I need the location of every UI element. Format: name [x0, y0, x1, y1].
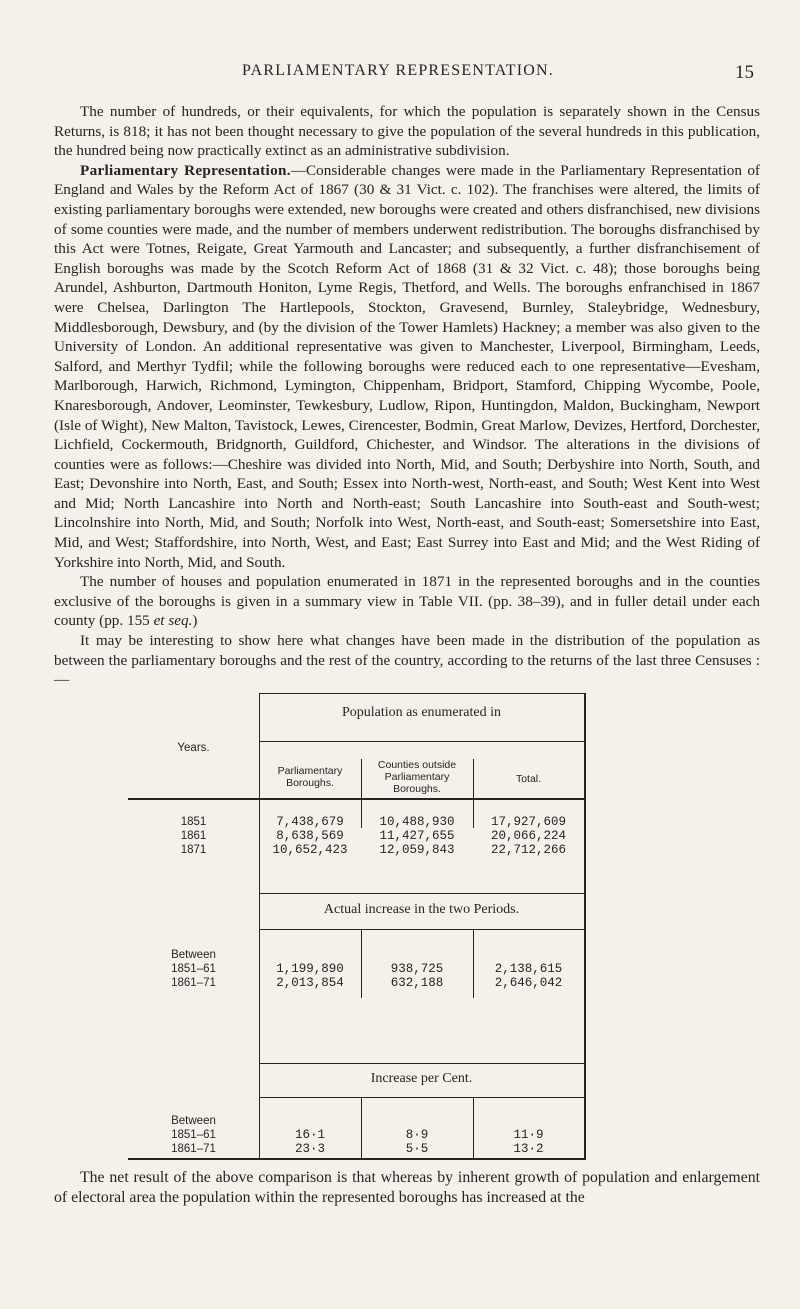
- counties-cell: [361, 1128, 473, 1156]
- paragraph-distribution: It may be interesting to show here what changes have been made in the distribution of the population as between the parliamentary boroughs and the rest of the country, according to the returns of the last three Censuses :—: [54, 632, 760, 689]
- col-header-total: Total.: [515, 773, 542, 785]
- year-1871: 1871: [180, 844, 207, 856]
- value: 632,188: [390, 976, 444, 990]
- col-header-boroughs: Parliamentary Boroughs.: [277, 765, 343, 789]
- row-rule: [259, 741, 584, 742]
- value: 20,066,224: [490, 829, 566, 843]
- counties-cell: [361, 962, 473, 990]
- year-cell: [128, 948, 259, 990]
- page-number: 15: [735, 62, 754, 83]
- period: 1861–71: [171, 977, 216, 989]
- paragraph-net-result: The net result of the above comparison is that whereas by inherent growth of population and enlargement of electoral area the population within the represented boroughs has increased at the: [54, 1169, 760, 1206]
- year-1851: 1851: [180, 816, 207, 828]
- value: 2,013,854: [276, 976, 344, 990]
- section-heading: Parliamentary Representation.: [80, 161, 291, 179]
- between-label: Between: [171, 949, 216, 961]
- section-title-increase-per-cent: Increase per Cent.: [370, 1071, 473, 1086]
- page-header: [0, 62, 800, 92]
- counties-cell: [361, 815, 473, 857]
- row-rule: [259, 893, 584, 894]
- value: 7,438,679: [276, 815, 344, 829]
- total-cell: [473, 1128, 584, 1156]
- between-label: Between: [171, 1115, 216, 1127]
- row-rule: [259, 929, 584, 930]
- row-rule: [259, 1097, 584, 1098]
- value: 12,059,843: [379, 843, 455, 857]
- value: 11,427,655: [379, 829, 455, 843]
- value: 10,652,423: [272, 843, 348, 857]
- paragraph-hundreds: The number of hundreds, or their equivalents, for which the population is separately shown in the Census Returns, is 818; it has not been thought necessary to give the population of the several hundreds in this publication, the hundred being now practically extinct as an administrative subdivision.: [54, 103, 760, 160]
- value: 1,199,890: [276, 962, 344, 976]
- group-header: Population as enumerated in: [341, 705, 502, 720]
- value: 938,725: [390, 962, 444, 976]
- col-rule: [259, 693, 260, 1158]
- year-1861: 1861: [180, 830, 207, 842]
- total-cell: [473, 815, 584, 857]
- value: 2,138,615: [494, 962, 563, 976]
- period: 1851–61: [171, 1129, 216, 1141]
- paragraph-text: ): [192, 612, 198, 630]
- value: 22,712,266: [490, 843, 566, 857]
- boroughs-cell: [259, 1128, 361, 1156]
- population-table: [128, 693, 586, 1160]
- col-header-counties: Counties outside Parliamentary Boroughs.: [377, 759, 457, 795]
- value: 2,646,042: [494, 976, 563, 990]
- value: 17,927,609: [490, 815, 566, 829]
- italic-reference: et seq.: [153, 612, 193, 630]
- value: 16·1: [294, 1128, 325, 1142]
- running-head: PARLIAMENTARY REPRESENTATION.: [242, 62, 554, 79]
- value: 8·9: [405, 1128, 429, 1142]
- value: 5·5: [405, 1142, 429, 1156]
- boroughs-cell: [259, 962, 361, 990]
- period: 1861–71: [171, 1143, 216, 1155]
- value: 8,638,569: [276, 829, 344, 843]
- body-text: [54, 102, 760, 690]
- total-cell: [473, 962, 584, 990]
- value: 10,488,930: [379, 815, 455, 829]
- value: 23·3: [294, 1142, 325, 1156]
- year-cell: [128, 1114, 259, 1156]
- section-title-actual-increase: Actual increase in the two Periods.: [323, 902, 520, 917]
- period: 1851–61: [171, 963, 216, 975]
- paragraph-parliamentary-representation: [54, 161, 760, 572]
- paragraph-text: —Considerable changes were made in the Parliamentary Representation of England and Wales by the Reform Act of 1867 (30 & 31 Vict. c. 102). The franchises were altered, the limits of existing parliamentary boroughs were extended, new boroughs were created and others disfranchised, new divisions of some counties were made, and the number of members underwent redistribution. The boroughs disfranchised by this Act were Totnes, Reigate, Great Yarmouth and Lancaster; and subsequently, a further disfranchisement of English boroughs was made by the Scotch Reform Act of 1868 (31 & 32 Vict. c. 48); those boroughs being Arundel, Ashburton, Dartmouth Honiton, Lyme Regis, Thetford, and Wells. The boroughs enfranchised in 1867 were Chelsea, Darlington The Hartlepools, Stockton, Gravesend, Burnley, Staleybridge, Wednesbury, Middlesborough, Dewsbury, and (by the division of the Tower Hamlets) Hackney; a member was also given to the University of London. An additional representative was given to Manchester, Liverpool, Birmingham, Leeds, Salford, and Merthyr Tydfil; while the following boroughs were reduced each to one representative—Evesham, Marlborough, Harwich, Richmond, Lymington, Chippenham, Bridport, Stamford, Chipping Wycombe, Poole, Knaresborough, Andover, Leominster, Tewkesbury, Ludlow, Ripon, Huntingdon, Maldon, Buckingham, Newport (Isle of Wight), New Malton, Tavistock, Lewes, Cirencester, Bodmin, Great Marlow, Devizes, Hertford, Dorchester, Lichfield, Cockermouth, Bridgnorth, Guildford, Chichester, and Windsor. The alterations in the divisions of counties were as follows:—Cheshire was divided into North, Mid, and South; Derbyshire into North, South, and East; Devonshire into North, East, and South; Essex into North-west, North-east, and South; West Kent into West and Mid; North Lancashire into North and North-east; South Lancashire into South-east and South-west; Lincolnshire into North, Mid, and South; Norfolk into West, North-east, and South-east; Somersetshire into East, Mid, and West; Staffordshire, into North, West, and East; East Surrey into East and Mid; and the West Riding of Yorkshire into North, Mid, and South.: [54, 161, 760, 571]
- years-header: Years.: [177, 742, 210, 754]
- value: 13·2: [513, 1142, 544, 1156]
- paragraph-text: The number of houses and population enumerated in 1871 in the represented boroughs and in the counties exclusive of the boroughs is given in a summary view in Table VII. (pp. 38–39), and in fuller detail under each county (pp. 155: [54, 573, 760, 630]
- value: 11·9: [513, 1128, 544, 1142]
- closing-text: [54, 1168, 760, 1208]
- paragraph-houses-population: [54, 572, 760, 631]
- row-rule: [259, 693, 584, 694]
- row-rule: [259, 1063, 584, 1064]
- boroughs-cell: [259, 815, 361, 857]
- year-cell: [128, 815, 259, 857]
- header-rule: [128, 798, 584, 800]
